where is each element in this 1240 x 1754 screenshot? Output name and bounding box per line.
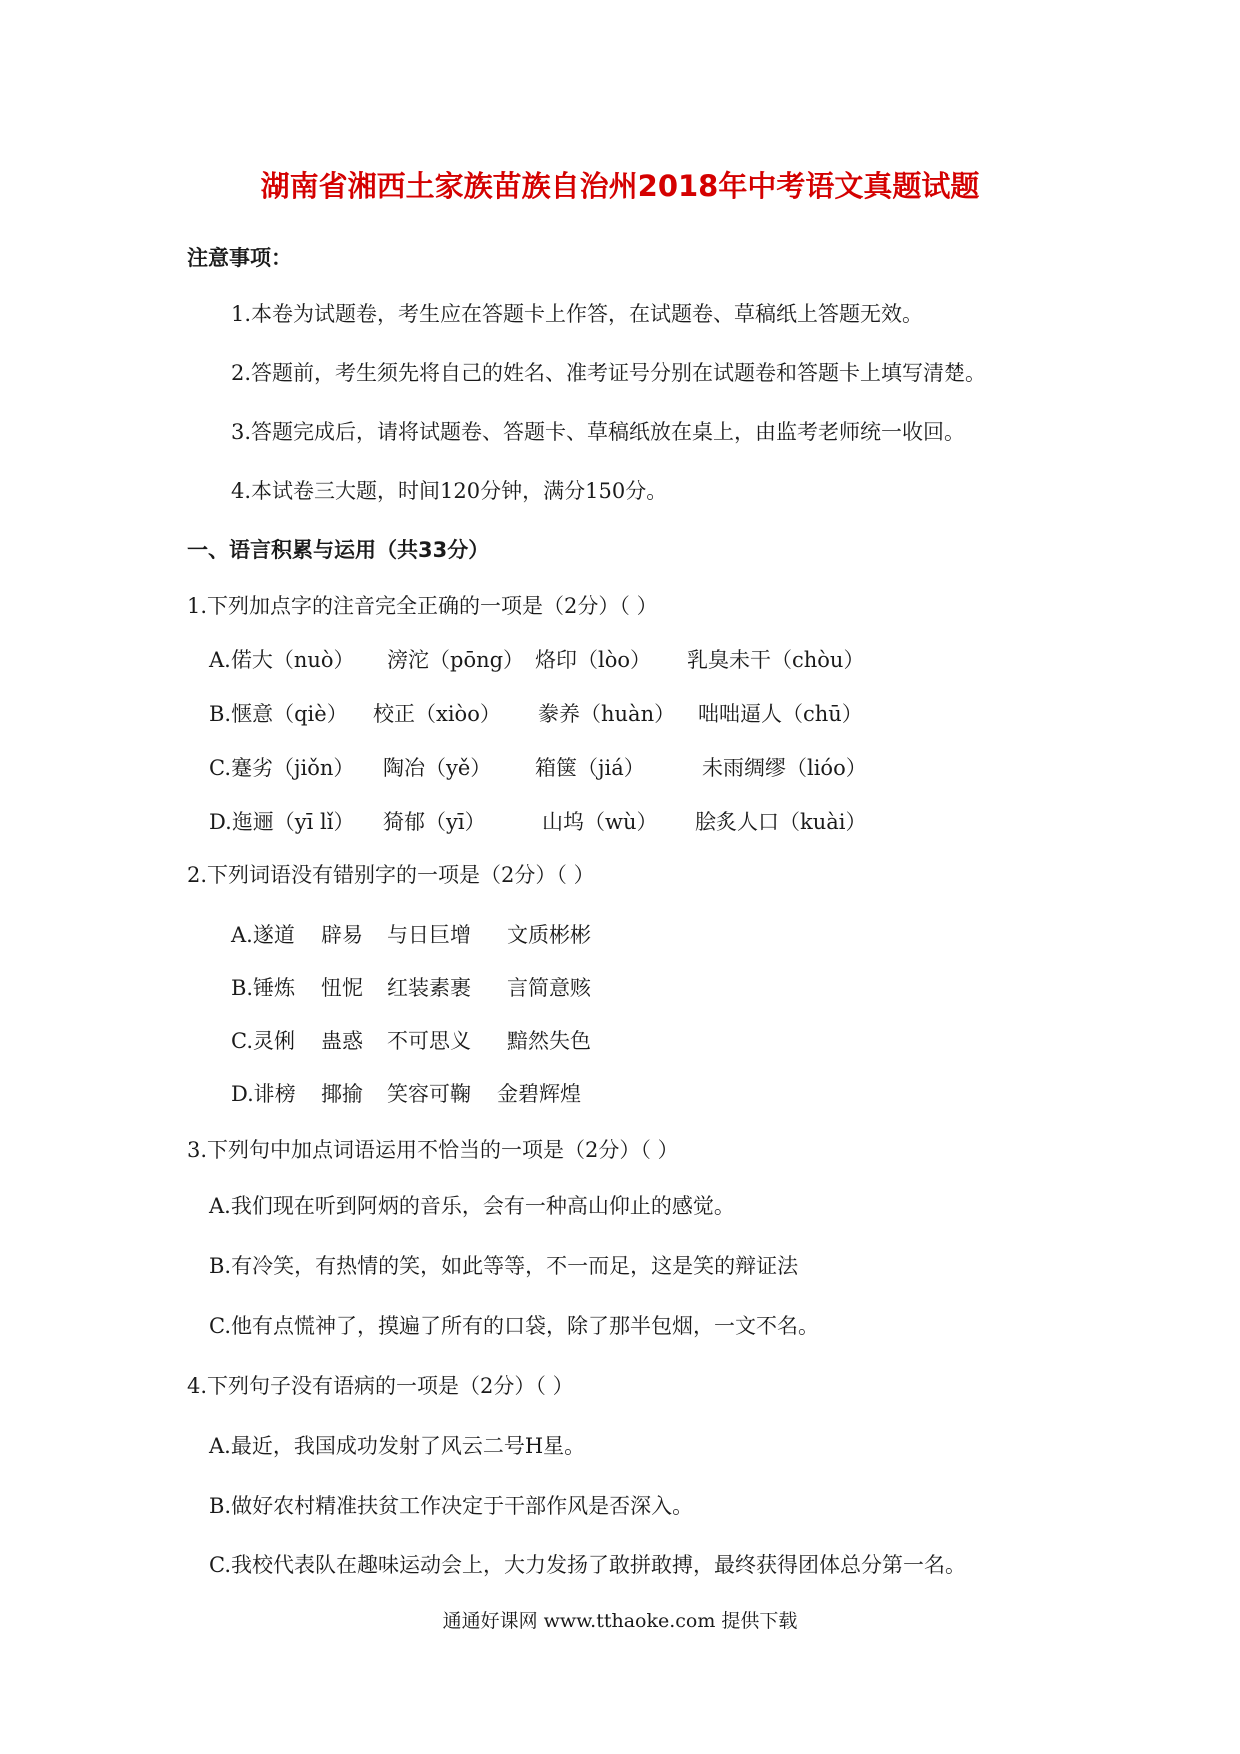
option-term: 滂沱（pōng） — [387, 648, 525, 672]
option-term: 猗郁（yī） — [383, 810, 486, 834]
option-term: 乳臭未干（chòu） — [687, 648, 865, 672]
option-term: 揶揄 — [321, 1082, 363, 1106]
question-option — [209, 808, 867, 836]
option-term: B.惬意（qiè） — [209, 702, 348, 726]
notice-item: 1.本卷为试题卷，考生应在答题卡上作答，在试题卷、草稿纸上答题无效。 — [231, 302, 924, 326]
question-option: C.我校代表队在趣味运动会上，大力发扬了敢拼敢搏，最终获得团体总分第一名。 — [209, 1553, 966, 1577]
option-term: C.灵俐 — [231, 1029, 295, 1053]
option-term: 校正（xiòo） — [373, 702, 501, 726]
option-term: 山坞（wù） — [542, 810, 658, 834]
option-term: 蛊惑 — [321, 1029, 363, 1053]
option-term: 脍炙人口（kuài） — [695, 810, 867, 834]
question-option — [231, 974, 591, 1002]
question-stem: 4.下列句子没有语病的一项是（2分）（ ） — [187, 1374, 574, 1398]
option-term: 与日巨增 — [387, 923, 471, 947]
option-term: 未雨绸缪（lióo） — [702, 756, 867, 780]
question-option: C.他有点慌神了，摸遍了所有的口袋，除了那半包烟，一文不名。 — [209, 1314, 819, 1338]
option-term: 忸怩 — [321, 976, 363, 1000]
option-term: 不可思义 — [387, 1029, 471, 1053]
option-term: 箱箧（jiá） — [535, 756, 645, 780]
option-term: 豢养（huàn） — [538, 702, 676, 726]
option-term: 金碧辉煌 — [497, 1082, 581, 1106]
option-term: B.锤炼 — [231, 976, 296, 1000]
option-term: 烙印（lòo） — [535, 648, 652, 672]
option-term: 笑容可鞠 — [387, 1082, 471, 1106]
question-option — [231, 1027, 591, 1055]
question-option: A.最近，我国成功发射了风云二号H星。 — [209, 1434, 586, 1458]
option-term: C.蹇劣（jiǒn） — [209, 756, 355, 780]
option-term: 陶冶（yě） — [383, 756, 492, 780]
question-stem: 2.下列词语没有错别字的一项是（2分）（ ） — [187, 863, 595, 887]
question-option — [231, 921, 591, 949]
question-option: B.做好农村精准扶贫工作决定于干部作风是否深入。 — [209, 1494, 694, 1518]
page-footer: 通通好课网 www.tthaoke.com 提供下载 — [442, 1610, 798, 1632]
question-stem: 3.下列句中加点词语运用不恰当的一项是（2分）（ ） — [187, 1138, 679, 1162]
question-option — [209, 646, 864, 674]
question-option: A.我们现在听到阿炳的音乐，会有一种高山仰止的感觉。 — [209, 1194, 735, 1218]
option-term: 言简意赅 — [507, 976, 591, 1000]
option-term: 红装素裹 — [387, 976, 471, 1000]
notice-item: 4.本试卷三大题，时间120分钟，满分150分。 — [231, 479, 668, 503]
notice-heading: 注意事项： — [187, 246, 292, 270]
question-option: B.有冷笑，有热情的笑，如此等等，不一而足，这是笑的辩证法 — [209, 1254, 799, 1278]
option-term: A.遂道 — [231, 923, 295, 947]
question-option — [231, 1080, 581, 1108]
page-title: 湖南省湘西土家族苗族自治州2018年中考语文真题试题 — [260, 169, 980, 203]
notice-item: 2.答题前，考生须先将自己的姓名、准考证号分别在试题卷和答题卡上填写清楚。 — [231, 361, 987, 385]
question-stem: 1.下列加点字的注音完全正确的一项是（2分）（ ） — [187, 594, 658, 618]
question-option — [209, 700, 863, 728]
option-term: 咄咄逼人（chū） — [698, 702, 863, 726]
question-option — [209, 754, 867, 782]
option-term: 黯然失色 — [507, 1029, 591, 1053]
notice-item: 3.答题完成后，请将试题卷、答题卡、草稿纸放在桌上，由监考老师统一收回。 — [231, 420, 966, 444]
option-term: D.迤逦（yī lǐ） — [209, 810, 355, 834]
option-term: A.偌大（nuò） — [209, 648, 355, 672]
option-term: 文质彬彬 — [507, 923, 591, 947]
option-term: 辟易 — [321, 923, 363, 947]
option-term: D.诽榜 — [231, 1082, 296, 1106]
section-heading: 一、语言积累与运用（共33分） — [187, 538, 490, 562]
